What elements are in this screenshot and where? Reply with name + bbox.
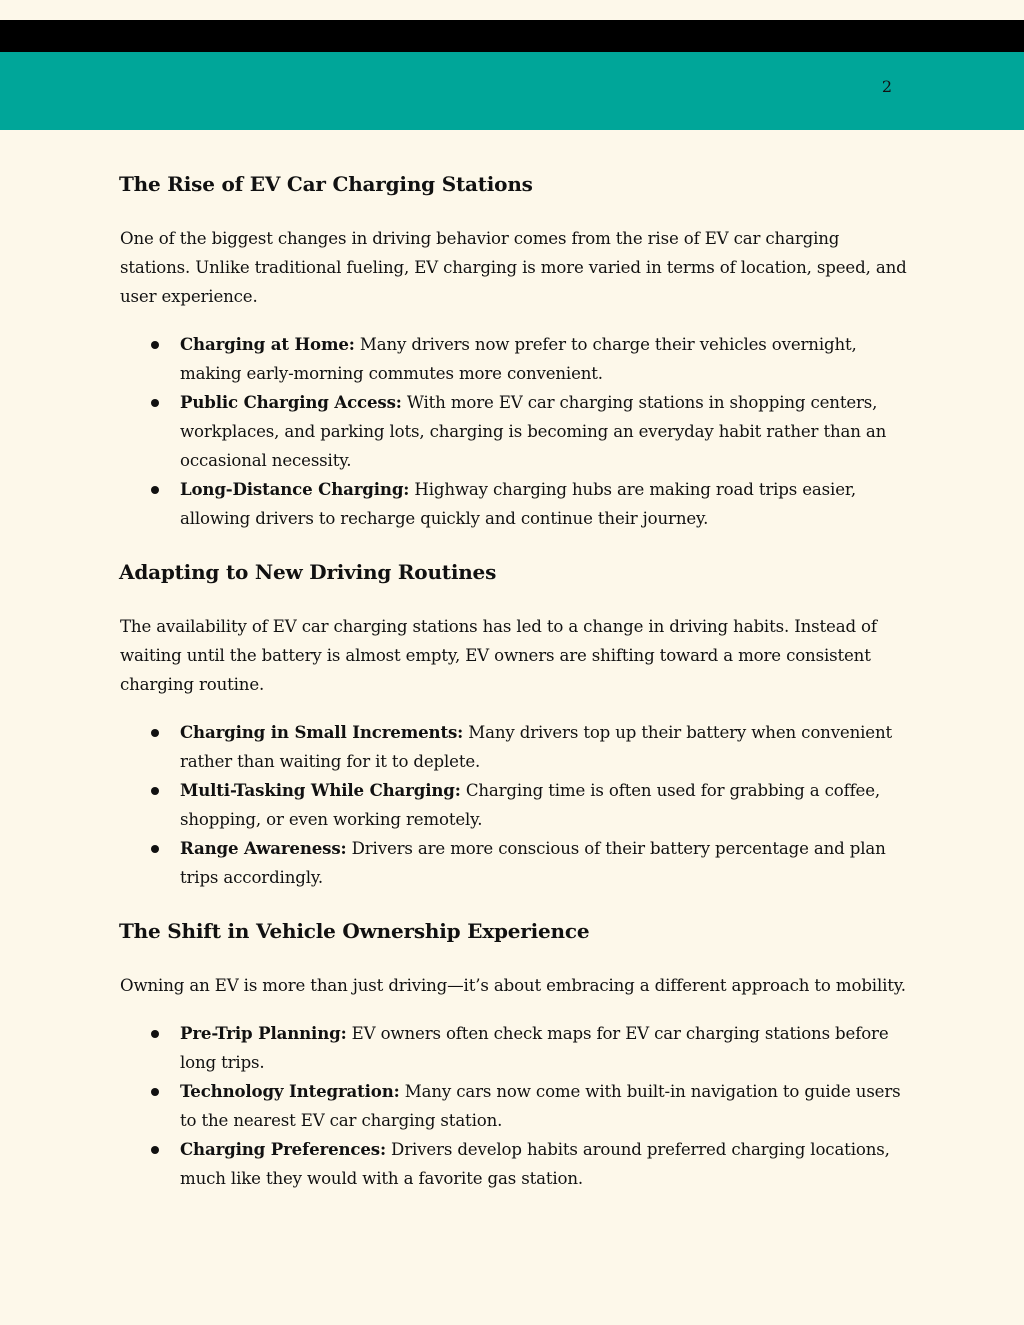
bullet-text: With more EV car charging stations in shopping centers, workplaces, and parking lots, charging is becoming an everyday habit rather than an occasional necessity. <box>180 393 887 470</box>
list-item <box>120 718 910 776</box>
bullet-text: Many drivers now prefer to charge their vehicles overnight, making early-morning commutes more convenient. <box>180 335 857 383</box>
bullet-term: Long-Distance Charging: <box>180 479 410 499</box>
bullet-term: Technology Integration: <box>180 1081 400 1101</box>
bullet-dot-icon <box>151 341 159 349</box>
section-intro-paragraph: Owning an EV is more than just driving—it’s about embracing a different approach to mobility. <box>120 976 906 995</box>
section-heading: Adapting to New Driving Routines <box>119 560 497 584</box>
bullet-list <box>120 718 910 892</box>
section-intro-paragraph: The availability of EV car charging stations has led to a change in driving habits. Instead of waiting until the battery is almost empty, EV owners are shifting toward a more consistent charging routine. <box>120 617 877 694</box>
bullet-text: Drivers are more conscious of their battery percentage and plan trips accordingly. <box>180 839 886 887</box>
section-new-driving-routines <box>120 556 910 892</box>
bullet-text: EV owners often check maps for EV car charging stations before long trips. <box>180 1024 889 1072</box>
section-heading: The Shift in Vehicle Ownership Experience <box>119 919 590 943</box>
bullet-term: Public Charging Access: <box>180 392 402 412</box>
bullet-dot-icon <box>151 1088 159 1096</box>
bullet-term: Multi-Tasking While Charging: <box>180 780 461 800</box>
bullet-text: Charging time is often used for grabbing a coffee, shopping, or even working remotely. <box>180 781 881 829</box>
bullet-term: Charging in Small Increments: <box>180 722 464 742</box>
list-item <box>120 1135 910 1193</box>
list-item <box>120 1077 910 1135</box>
header-black-band <box>0 20 1024 52</box>
section-heading: The Rise of EV Car Charging Stations <box>119 172 533 196</box>
document-body <box>120 168 910 1216</box>
bullet-dot-icon <box>151 845 159 853</box>
bullet-term: Charging Preferences: <box>180 1139 386 1159</box>
bullet-dot-icon <box>151 787 159 795</box>
header-teal-band <box>0 52 1024 130</box>
section-rise-of-charging-stations <box>120 168 910 533</box>
bullet-list <box>120 1019 910 1193</box>
bullet-term: Charging at Home: <box>180 334 355 354</box>
bullet-text: Many drivers top up their battery when convenient rather than waiting for it to deplete. <box>180 723 893 771</box>
page-number: 2 <box>881 77 893 96</box>
bullet-dot-icon <box>151 1146 159 1154</box>
bullet-text: Drivers develop habits around preferred charging locations, much like they would with a favorite gas station. <box>180 1140 890 1188</box>
list-item <box>120 475 910 533</box>
bullet-dot-icon <box>151 486 159 494</box>
bullet-term: Pre-Trip Planning: <box>180 1023 347 1043</box>
bullet-text: Many cars now come with built-in navigation to guide users to the nearest EV car charging station. <box>180 1082 901 1130</box>
bullet-list <box>120 330 910 533</box>
bullet-dot-icon <box>151 729 159 737</box>
section-intro-paragraph: One of the biggest changes in driving behavior comes from the rise of EV car charging stations. Unlike traditional fueling, EV charging is more varied in terms of location, speed, and user experience. <box>120 229 907 306</box>
bullet-dot-icon <box>151 1030 159 1038</box>
list-item <box>120 1019 910 1077</box>
top-margin <box>0 0 1024 20</box>
list-item <box>120 834 910 892</box>
bullet-text: Highway charging hubs are making road trips easier, allowing drivers to recharge quickly and continue their journey. <box>180 480 856 528</box>
list-item <box>120 330 910 388</box>
section-ownership-experience <box>120 915 910 1193</box>
list-item <box>120 776 910 834</box>
bullet-term: Range Awareness: <box>180 838 347 858</box>
bullet-dot-icon <box>151 399 159 407</box>
list-item <box>120 388 910 475</box>
